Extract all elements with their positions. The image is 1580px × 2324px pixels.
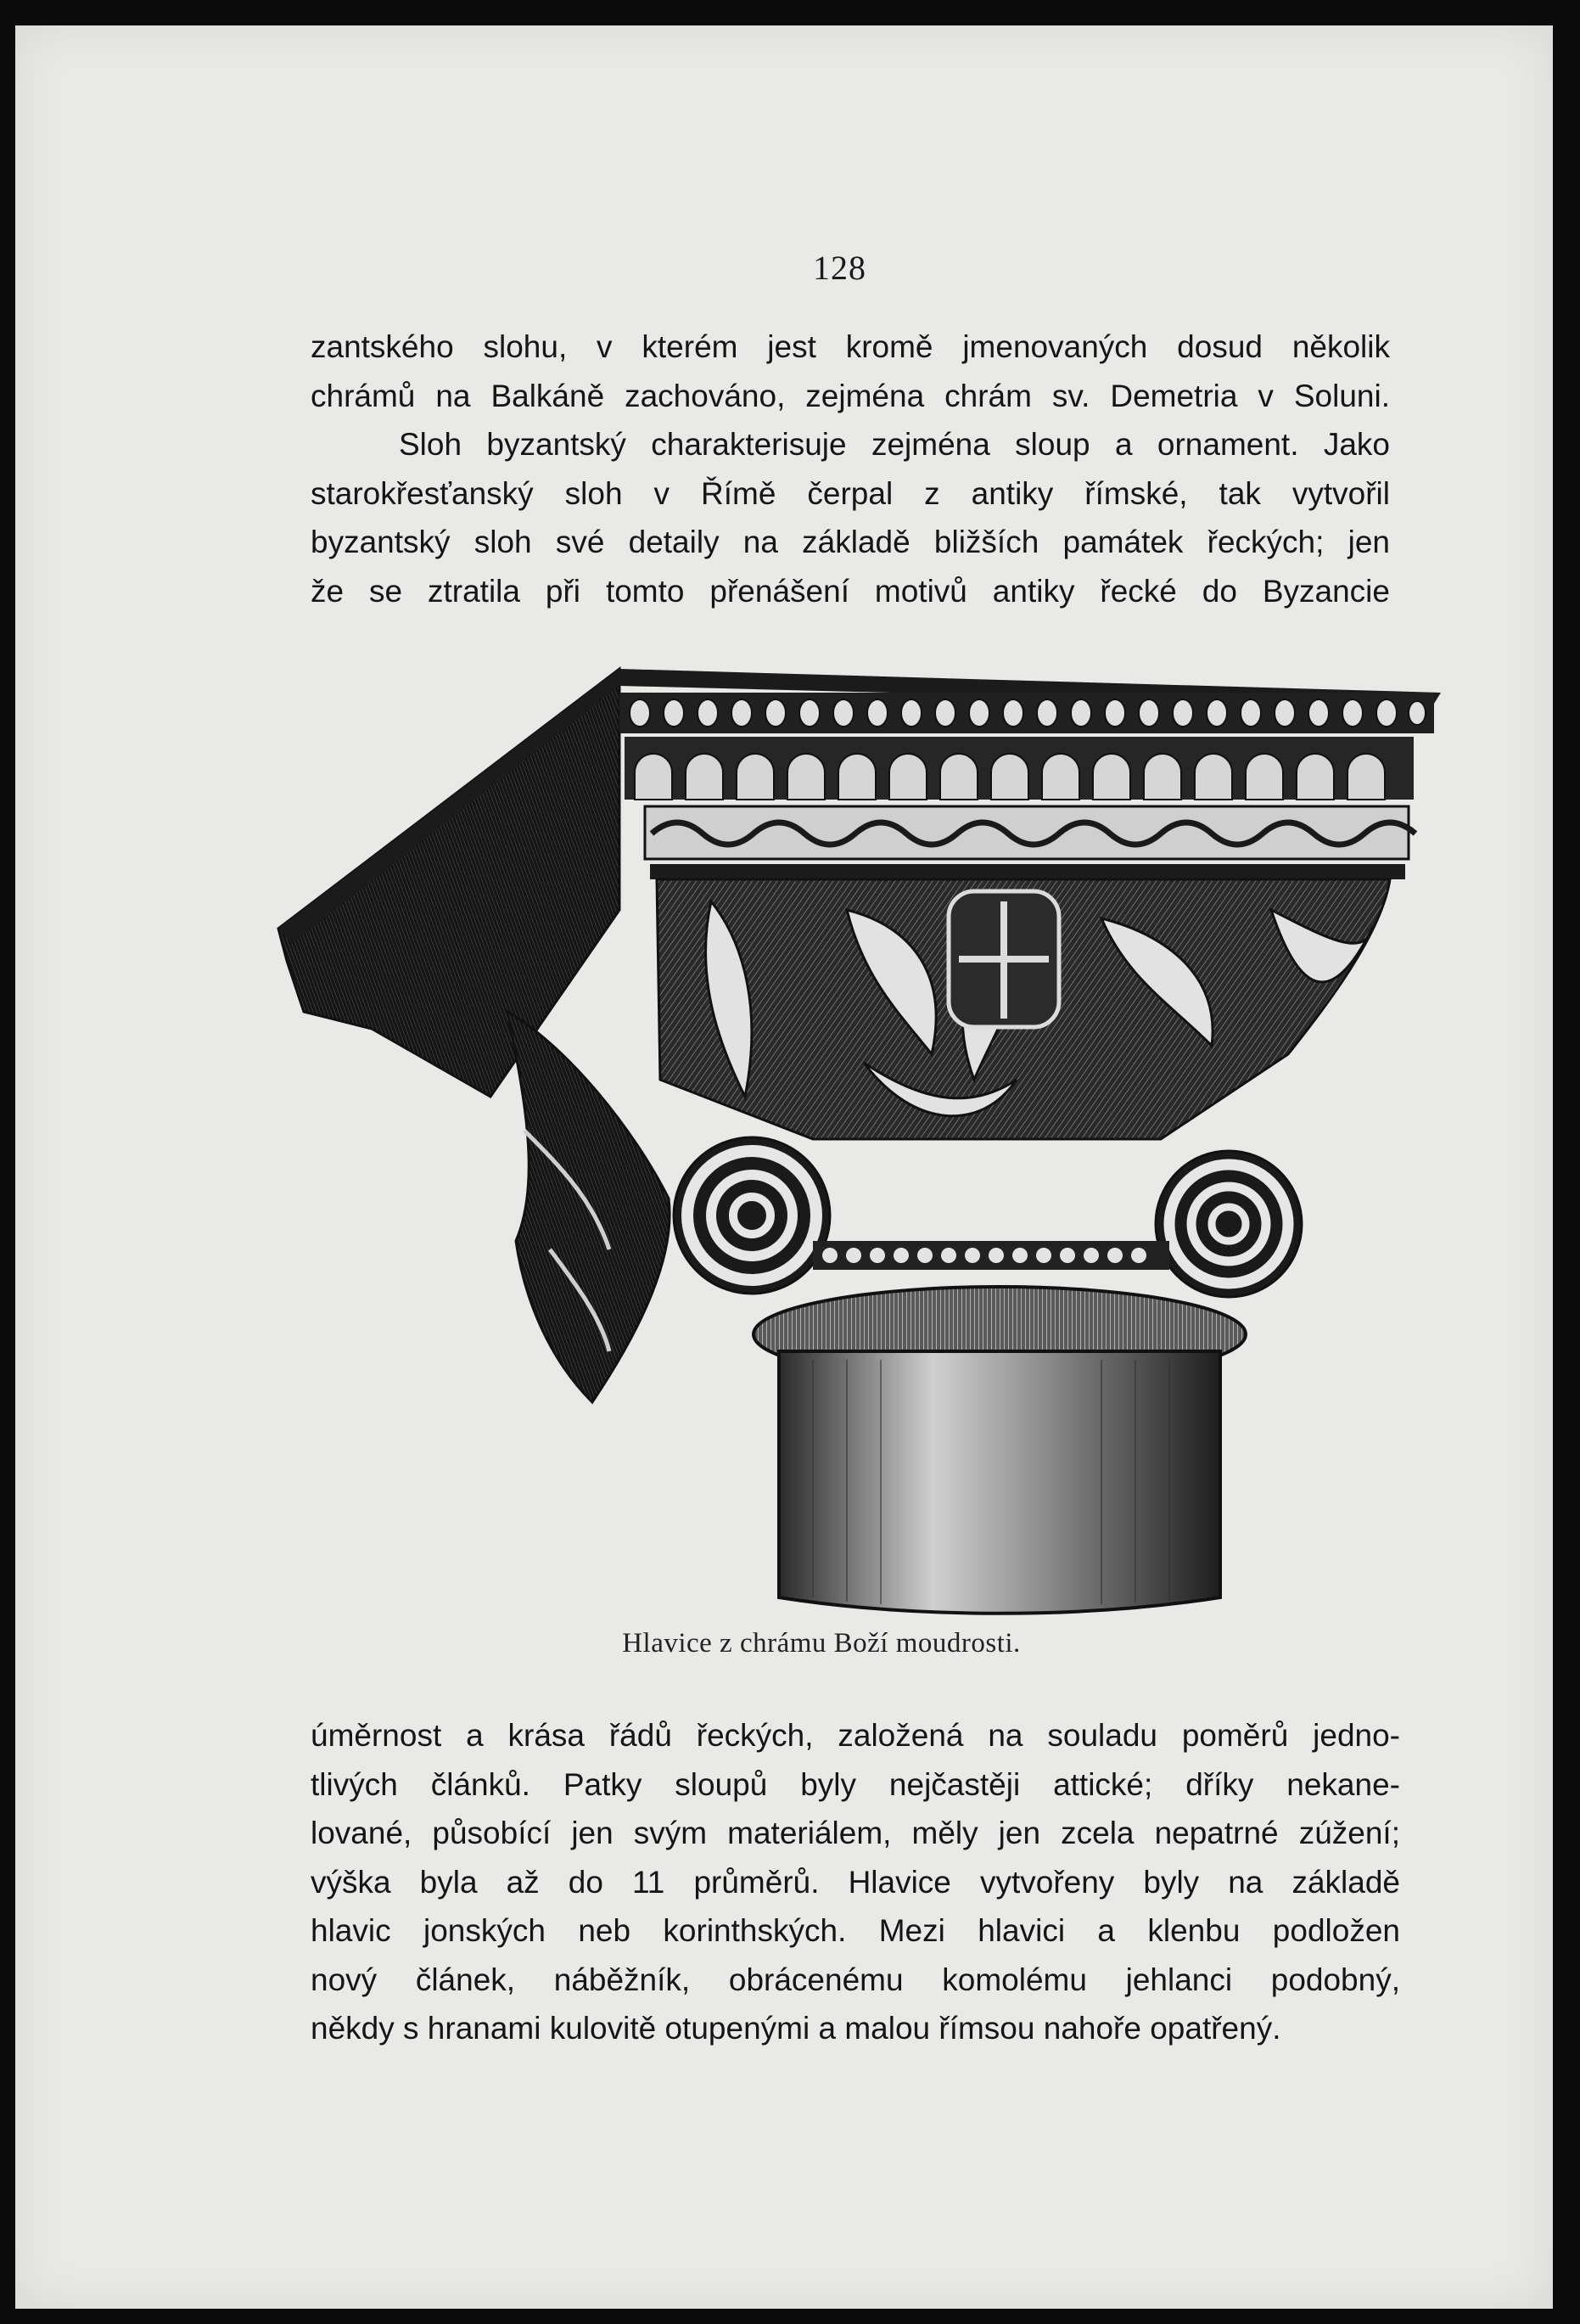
book-page (15, 25, 1553, 2309)
text-line: starokřesťanský sloh v Římě čerpal z antiky římské, tak vytvořil (311, 475, 1390, 511)
page-number: 128 (813, 249, 866, 287)
text-line: že se ztratila při tomto přenášení motivů antiky řecké do Byzancie (311, 573, 1390, 609)
text-line: zantského slohu, v kterém jest kromě jmenovaných dosud několik (311, 329, 1390, 364)
right-volute (1156, 1151, 1302, 1297)
left-volute (674, 1137, 830, 1294)
arcade-band (635, 754, 1385, 800)
text-line: někdy s hranami kulovitě otupenými a malou římsou nahoře opatřený. (311, 2011, 1281, 2046)
text-line: Sloh byzantský charakterisuje zejména sloup a ornament. Jako (399, 427, 1390, 462)
impost-side-face (278, 669, 619, 1097)
text-line: úměrnost a krása řádů řeckých, založená na souladu poměrů jedno- (311, 1718, 1400, 1753)
text-line: nový článek, náběžník, obrácenému komolému jehlanci podobný, (311, 1962, 1400, 1997)
figure-caption: Hlavice z chrámu Boží moudrosti. (622, 1628, 1021, 1659)
text-line: výška byla až do 11 průměrů. Hlavice vytvořeny byly na základě (311, 1864, 1400, 1900)
paragraph-bottom (311, 1711, 1400, 2053)
text-line: hlavic jonských neb korinthských. Mezi hlavici a klenbu podložen (311, 1913, 1400, 1948)
cross-medallion-icon (949, 891, 1059, 1027)
text-line: lované, působící jen svým materiálem, měly jen zcela nepatrné zúžení; (311, 1816, 1400, 1850)
text-line: byzantský sloh své detaily na základě bližších památek řeckých; jen (311, 525, 1390, 559)
text-line: tlivých článků. Patky sloupů byly nejčastěji attické; dříky nekane- (311, 1766, 1400, 1802)
text-line: chrámů na Balkáně zachováno, zejména chrám sv. Demetria v Soluni. (311, 378, 1390, 413)
column-shaft (779, 1351, 1220, 1614)
capital-engraving (270, 655, 1441, 1623)
paragraph-top (311, 323, 1390, 615)
